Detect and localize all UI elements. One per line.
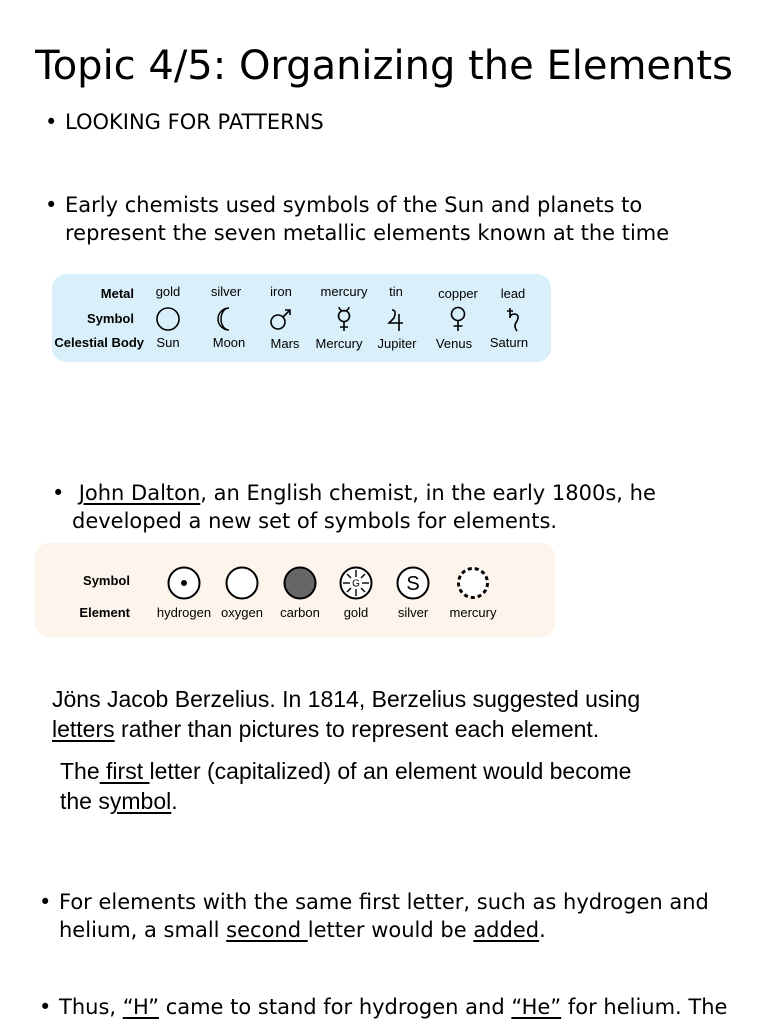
bullet-dot-icon: • (45, 110, 58, 134)
gold-symbol-letter: G (352, 578, 360, 590)
bullet-dot-icon: • (52, 481, 65, 505)
mercury-dotted-circle-icon (455, 565, 491, 601)
symbol-underlined: ymbol (109, 788, 172, 814)
text: for helium. The (561, 995, 728, 1019)
first-letter-line (60, 756, 760, 786)
row-label-metal: Metal (100, 286, 134, 301)
row-label-celestial-body: Celestial Body (54, 335, 144, 350)
first-letter-line (60, 786, 760, 816)
text: . (171, 788, 178, 814)
bullet-same-first-letter (39, 888, 759, 944)
element-name: silver (397, 605, 429, 620)
bullet-text: LOOKING FOR PATTERNS (65, 110, 324, 134)
venus-sign-icon (443, 304, 473, 334)
metal-name: lead (500, 286, 526, 301)
gold-circle-icon (338, 565, 374, 601)
bullet-dot-icon: • (39, 890, 52, 914)
bullet-text-line: developed a new set of symbols for elements. (72, 509, 558, 533)
silver-circle-icon (395, 565, 431, 601)
bullet-text-line: For elements with the same first letter, such as hydrogen and (59, 890, 709, 914)
berzelius-text: rather than pictures to represent each element. (114, 716, 600, 742)
jupiter-sign-icon (381, 304, 411, 334)
bullet-text-line (72, 479, 752, 507)
element-name: mercury (449, 605, 497, 620)
carbon-filled-circle-icon (282, 565, 318, 601)
bullet-john-dalton (52, 479, 752, 535)
page-title: Topic 4/5: Organizing the Elements (35, 43, 733, 89)
dalton-symbol-table (35, 543, 555, 637)
added-underlined: added (473, 918, 540, 942)
bullet-dot-icon: • (45, 193, 58, 217)
text: helium, a small (59, 918, 227, 942)
first-underlined: first (99, 758, 150, 784)
element-name: gold (343, 605, 369, 620)
text: came to stand for hydrogen and (159, 995, 512, 1019)
text: . (539, 918, 546, 942)
celestial-body-name: Moon (212, 335, 246, 350)
element-name: hydrogen (156, 605, 212, 620)
bullet-text-line: represent the seven metallic elements known at the time (65, 221, 670, 245)
text: The (60, 758, 100, 784)
metal-name: mercury (320, 284, 368, 299)
text: letter would be (307, 918, 474, 942)
bullet-text-line: Early chemists used symbols of the Sun and planets to (65, 193, 643, 217)
element-name: carbon (280, 605, 320, 620)
row-label-symbol: Symbol (83, 573, 130, 588)
celestial-body-name: Mars (270, 336, 300, 351)
bullet-text: , an English chemist, in the early 1800s, he (200, 481, 656, 505)
moon-crescent-icon (211, 304, 241, 334)
text: letter (capitalized) of an element would become (149, 758, 632, 784)
oxygen-circle-icon (224, 565, 260, 601)
first-letter-paragraph (60, 756, 760, 816)
letters-underlined: letters (52, 716, 115, 742)
saturn-sign-icon (498, 304, 528, 334)
text: Thus, (59, 995, 123, 1019)
metal-name: gold (155, 284, 181, 299)
row-label-symbol: Symbol (87, 311, 134, 326)
celestial-body-name: Venus (435, 336, 473, 351)
berzelius-line (52, 714, 752, 744)
silver-symbol-letter: S (406, 573, 420, 595)
h-underlined: “H” (122, 995, 160, 1019)
celestial-body-name: Mercury (315, 336, 363, 351)
metal-name: tin (389, 284, 403, 299)
sun-circle-icon (153, 304, 183, 334)
bullet-text-line (59, 916, 759, 944)
celestial-body-name: Saturn (489, 335, 529, 350)
he-underlined: “He” (511, 995, 562, 1019)
mercury-sign-icon (329, 304, 359, 334)
mars-sign-icon (266, 304, 296, 334)
metal-name: silver (210, 284, 242, 299)
john-dalton-link[interactable]: John Dalton (78, 481, 201, 505)
text: the s (60, 788, 110, 814)
berzelius-line: Jöns Jacob Berzelius. In 1814, Berzelius suggested using (52, 686, 641, 712)
celestial-body-name: Jupiter (377, 336, 417, 351)
bullet-dot-icon: • (39, 995, 52, 1019)
element-name: oxygen (221, 605, 263, 620)
berzelius-paragraph (52, 684, 752, 744)
bullet-thus-h (39, 993, 764, 1021)
bullet-early-chemists (45, 191, 745, 247)
metal-name: copper (438, 286, 478, 301)
celestial-body-name: Sun (156, 335, 180, 350)
metals-symbol-table (52, 274, 551, 362)
row-label-element: Element (79, 605, 130, 620)
metal-name: iron (270, 284, 292, 299)
bullet-looking-for-patterns (45, 108, 324, 136)
hydrogen-dot-circle-icon (166, 565, 202, 601)
second-underlined: second (226, 918, 308, 942)
